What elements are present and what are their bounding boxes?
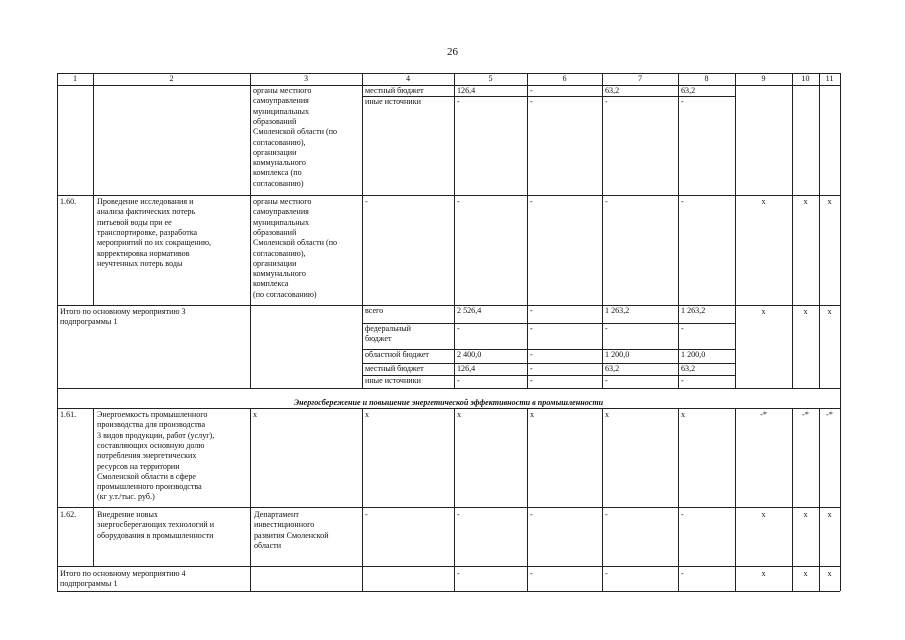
section-title: Энергосбережение и повышение энергетической эффективности в промышленности: [293, 398, 604, 407]
total-label: Итого по основному мероприятию 4: [60, 569, 186, 578]
column-header: 4: [405, 74, 411, 83]
table-rule: [527, 85, 528, 195]
amount-cell: -: [530, 376, 533, 385]
indicator-cell: x: [827, 197, 832, 206]
table-rule: [454, 566, 455, 591]
amount-cell: -: [605, 569, 608, 578]
executor-cell: образований: [253, 116, 297, 126]
table-rule: [250, 566, 251, 591]
table-rule: [527, 566, 528, 591]
table-rule: [93, 85, 94, 195]
amount-cell: 2 400,0: [457, 350, 482, 359]
amount-cell: 1 263,2: [605, 306, 630, 315]
table-rule: [602, 408, 603, 566]
amount-cell: -: [457, 510, 460, 519]
executor-cell: согласованию),: [253, 248, 306, 258]
table-rule: [362, 566, 363, 591]
amount-cell: -: [365, 197, 368, 206]
measure-name: анализа фактических потерь: [97, 207, 196, 217]
indicator-cell: x: [827, 510, 832, 519]
amount-cell: 126,4: [457, 86, 476, 95]
column-header: 6: [562, 74, 567, 83]
indicator-cell: -*: [802, 410, 809, 419]
column-header: 1: [72, 74, 78, 83]
table-rule: [678, 305, 679, 388]
measure-name: Энергоемкость промышленного: [97, 410, 208, 419]
table-rule: [840, 566, 841, 591]
table-rule: [678, 566, 679, 591]
table-rule: [57, 85, 840, 86]
amount-cell: 63,2: [605, 364, 620, 373]
amount-cell: 1 200,0: [681, 350, 706, 359]
table-rule: [792, 85, 793, 195]
amount-cell: -: [530, 197, 533, 206]
table-rule: [454, 85, 455, 195]
column-header: 5: [488, 74, 493, 83]
indicator-cell: x: [803, 510, 808, 519]
table-rule: [454, 305, 455, 388]
amount-cell: -: [605, 376, 608, 385]
column-header: 11: [825, 74, 834, 83]
column-header: 2: [169, 74, 174, 83]
table-rule: [527, 408, 528, 566]
table-rule: [819, 85, 820, 195]
amount-cell: -: [681, 197, 684, 206]
amount-cell: -: [457, 376, 460, 385]
indicator-cell: x: [803, 307, 808, 316]
executor-cell: Департамент: [254, 510, 299, 519]
measure-name: питьевой воды при ее: [97, 217, 172, 227]
amount-cell: -: [457, 197, 460, 206]
measure-name: энергосберегающих технологий и: [97, 520, 215, 530]
table-rule: [57, 305, 840, 306]
table-rule: [57, 305, 58, 388]
executor-cell: коммунального: [253, 269, 306, 279]
table-rule: [678, 85, 679, 195]
amount-cell: -: [605, 324, 608, 333]
table-rule: [57, 85, 58, 195]
executor-cell: комплекса: [253, 279, 289, 289]
table-rule: [735, 305, 736, 388]
table-rule: [678, 408, 679, 566]
indicator-cell: x: [827, 569, 832, 578]
indicator-cell: x: [827, 307, 832, 316]
table-rule: [454, 195, 455, 305]
amount-cell: -: [530, 324, 533, 333]
amount-cell: 126,4: [457, 364, 476, 373]
amount-cell: x: [530, 410, 535, 419]
table-rule: [840, 195, 841, 305]
amount-cell: 1 263,2: [681, 306, 706, 315]
table-rule: [602, 305, 603, 388]
column-header: 3: [303, 74, 309, 83]
table-rule: [840, 388, 841, 408]
table-rule: [602, 566, 603, 591]
amount-cell: -: [681, 97, 684, 106]
row-number: 1.62.: [60, 510, 77, 519]
executor-cell: органы местного: [253, 197, 312, 206]
table-rule: [250, 305, 251, 388]
column-header: 8: [704, 74, 709, 83]
table-rule: [840, 85, 841, 195]
funding-source: иные источники: [365, 97, 421, 106]
funding-source: бюджет: [365, 334, 392, 344]
indicator-cell: -*: [826, 410, 833, 419]
executor-cell: коммунального: [253, 158, 306, 168]
funding-source: местный бюджет: [365, 86, 424, 95]
amount-cell: -: [457, 324, 460, 333]
table-rule: [362, 323, 735, 324]
measure-name: оборудования в промышленности: [97, 530, 214, 540]
amount-cell: -: [681, 376, 684, 385]
measure-name: неучтенных потерь воды: [97, 258, 183, 268]
table-rule: [792, 305, 793, 388]
executor-cell: согласованию): [253, 178, 304, 188]
table-rule: [792, 408, 793, 566]
amount-cell: -: [681, 324, 684, 333]
table-rule: [93, 195, 94, 305]
measure-name: Внедрение новых: [97, 510, 158, 519]
table-rule: [362, 305, 363, 388]
amount-cell: -: [365, 510, 368, 519]
indicator-cell: x: [761, 197, 766, 206]
executor-cell: муниципальных: [253, 106, 310, 116]
table-rule: [57, 388, 840, 389]
measure-name: промышленного производства: [97, 482, 202, 492]
funding-source: областной бюджет: [365, 350, 429, 359]
amount-cell: 63,2: [681, 86, 696, 95]
amount-cell: -: [530, 569, 533, 578]
executor-cell: самоуправления: [253, 207, 309, 217]
funding-source: всего: [365, 306, 384, 315]
table-rule: [57, 591, 840, 592]
amount-cell: -: [681, 569, 684, 578]
indicator-cell: x: [761, 510, 766, 519]
table-rule: [735, 195, 736, 305]
measure-name: 3 видов продукции, работ (услуг),: [97, 430, 215, 440]
funding-source: местный бюджет: [365, 364, 424, 373]
table-rule: [819, 305, 820, 388]
amount-cell: -: [530, 86, 533, 95]
table-rule: [678, 195, 679, 305]
executor-cell: муниципальных: [253, 217, 310, 227]
executor-cell: Смоленской области (по: [253, 127, 338, 137]
table-rule: [792, 195, 793, 305]
total-label: подпрограммы 1: [60, 579, 118, 589]
measure-name: Смоленской области в сфере: [97, 471, 197, 481]
amount-cell: 63,2: [605, 86, 620, 95]
measure-name: Проведение исследования и: [97, 197, 194, 206]
table-rule: [250, 195, 251, 305]
table-rule: [840, 408, 841, 566]
table-rule: [57, 566, 840, 567]
amount-cell: 1 200,0: [605, 350, 630, 359]
indicator-cell: -*: [760, 410, 767, 419]
table-rule: [250, 85, 251, 195]
column-header: 10: [801, 74, 810, 83]
executor-cell: комплекса (по: [253, 168, 302, 178]
table-rule: [57, 195, 58, 305]
measure-name: корректировка нормативов: [97, 248, 190, 258]
amount-cell: -: [530, 350, 533, 359]
budget-table: [57, 73, 840, 591]
executor-cell: области: [254, 540, 282, 550]
table-rule: [362, 195, 363, 305]
table-rule: [819, 408, 820, 566]
table-rule: [362, 85, 363, 195]
executor-cell: организации: [253, 147, 297, 157]
funding-source: федеральный: [365, 324, 411, 333]
amount-cell: x: [681, 410, 686, 419]
executor-cell: развития Смоленской: [254, 530, 329, 540]
amount-cell: -: [530, 97, 533, 106]
column-header: 9: [761, 74, 766, 83]
table-rule: [57, 566, 58, 591]
amount-cell: 2 526,4: [457, 306, 482, 315]
executor-cell: Смоленской области (по: [253, 238, 338, 248]
table-rule: [527, 195, 528, 305]
table-rule: [57, 195, 840, 196]
executor-cell: (по согласованию): [253, 289, 317, 299]
table-rule: [454, 408, 455, 566]
column-header: 7: [637, 74, 643, 83]
table-rule: [93, 408, 94, 566]
amount-cell: x: [253, 410, 258, 419]
table-rule: [250, 408, 251, 566]
amount-cell: x: [365, 410, 370, 419]
amount-cell: -: [457, 97, 460, 106]
table-rule: [602, 85, 603, 195]
table-rule: [819, 195, 820, 305]
amount-cell: -: [530, 510, 533, 519]
amount-cell: -: [605, 510, 608, 519]
indicator-cell: x: [803, 569, 808, 578]
amount-cell: -: [605, 197, 608, 206]
executor-cell: инвестиционного: [254, 520, 315, 530]
measure-name: ресурсов на территории: [97, 461, 180, 471]
amount-cell: -: [457, 569, 460, 578]
table-rule: [735, 85, 736, 195]
executor-cell: образований: [253, 227, 297, 237]
amount-cell: -: [605, 97, 608, 106]
executor-cell: органы местного: [253, 86, 312, 95]
table-rule: [735, 408, 736, 566]
indicator-cell: x: [761, 307, 766, 316]
executor-cell: самоуправления: [253, 96, 309, 106]
indicator-cell: x: [761, 569, 766, 578]
funding-source: иные источники: [365, 376, 421, 385]
table-rule: [602, 195, 603, 305]
table-rule: [840, 73, 841, 85]
amount-cell: -: [530, 364, 533, 373]
page-number: 26: [447, 46, 458, 58]
executor-cell: организации: [253, 258, 297, 268]
amount-cell: x: [457, 410, 462, 419]
indicator-cell: x: [803, 197, 808, 206]
total-label: подпрограммы 1: [60, 317, 118, 327]
table-rule: [362, 408, 363, 566]
measure-name: производства для производства: [97, 420, 206, 430]
table-rule: [57, 507, 840, 508]
row-number: 1.60.: [60, 197, 77, 206]
measure-name: транспортировке, разработка: [97, 227, 198, 237]
measure-name: потребления энергетических: [97, 451, 197, 461]
amount-cell: -: [681, 510, 684, 519]
table-rule: [840, 305, 841, 388]
executor-cell: согласованию),: [253, 137, 306, 147]
total-label: Итого по основному мероприятию 3: [60, 307, 186, 316]
row-number: 1.61.: [60, 410, 77, 419]
amount-cell: x: [605, 410, 610, 419]
measure-name: мероприятий по их сокращению,: [97, 238, 212, 248]
measure-name: составляющих основную долю: [97, 440, 205, 450]
amount-cell: -: [530, 306, 533, 315]
table-rule: [527, 305, 528, 388]
amount-cell: 63,2: [681, 364, 696, 373]
table-rule: [57, 408, 58, 566]
measure-name: (кг у.т./тыс. руб.): [97, 492, 155, 502]
